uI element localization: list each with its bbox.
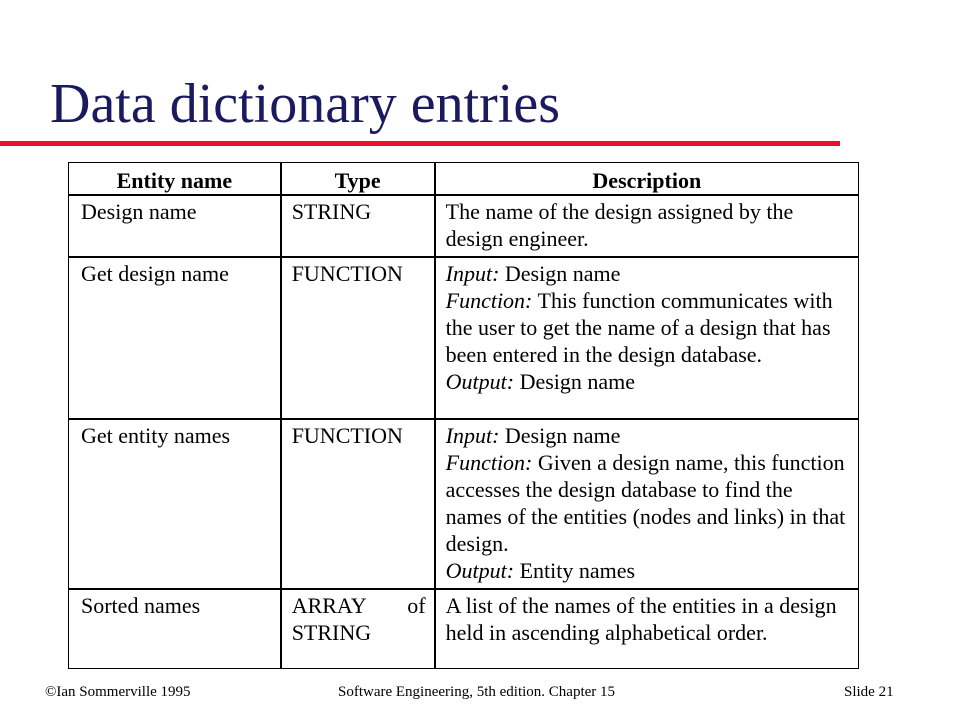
footer-copyright: ©Ian Sommerville 1995 <box>45 684 191 700</box>
output-label: Output: <box>445 369 515 394</box>
column-header-description: Description <box>435 162 859 195</box>
type-text: FUNCTION <box>291 423 403 448</box>
description-output-line <box>446 557 854 584</box>
description-function-line <box>446 449 854 557</box>
description-text: A list of the names of the entities in a design held in ascending alphabetical order. <box>445 593 837 645</box>
input-value: Design name <box>504 261 621 286</box>
title-underline-rule <box>0 141 840 146</box>
type-cell <box>281 589 435 669</box>
entity-name-cell: Design name <box>68 195 281 257</box>
footer-slide-number: Slide 21 <box>844 684 894 700</box>
entity-name-cell: Sorted names <box>68 589 281 669</box>
description-cell <box>435 419 859 589</box>
footer-book-title: Software Engineering, 5th edition. Chapter 15 <box>338 684 616 700</box>
output-label: Output: <box>445 558 515 583</box>
description-output-line <box>446 368 854 395</box>
output-value: Entity names <box>519 558 636 583</box>
type-cell <box>281 257 435 419</box>
type-text: ARRAY of <box>291 593 426 618</box>
table-header-row <box>68 162 859 195</box>
slide-title: Data dictionary entries <box>50 73 561 135</box>
type-cell <box>281 419 435 589</box>
function-value: This function communicates with the user to get the name of a design that has been entered in the design database. <box>445 288 833 367</box>
column-header-type: Type <box>281 162 435 195</box>
function-value: Given a design name, this function accesses the design database to find the names of the entities (nodes and links) in that design. <box>445 450 846 556</box>
function-label: Function: <box>445 288 533 313</box>
description-input-line <box>446 260 854 287</box>
entity-name-cell: Get design name <box>68 257 281 419</box>
type-cell <box>281 195 435 257</box>
description-cell <box>435 257 859 419</box>
type-text: STRING <box>291 620 372 645</box>
table-row <box>68 257 859 419</box>
output-value: Design name <box>519 369 636 394</box>
column-header-entity-name: Entity name <box>68 162 281 195</box>
input-label: Input: <box>445 261 500 286</box>
description-text: The name of the design assigned by the design engineer. <box>445 199 794 251</box>
table-row <box>68 195 859 257</box>
description-cell <box>435 589 859 669</box>
description-function-line <box>446 287 854 368</box>
input-value: Design name <box>504 423 621 448</box>
description-cell <box>435 195 859 257</box>
input-label: Input: <box>445 423 500 448</box>
table-row <box>68 419 859 589</box>
entity-name-cell: Get entity names <box>68 419 281 589</box>
function-label: Function: <box>445 450 533 475</box>
description-input-line <box>446 422 854 449</box>
data-dictionary-table <box>68 162 859 669</box>
type-text: FUNCTION <box>291 261 403 286</box>
type-text: STRING <box>291 199 372 224</box>
table-row <box>68 589 859 669</box>
